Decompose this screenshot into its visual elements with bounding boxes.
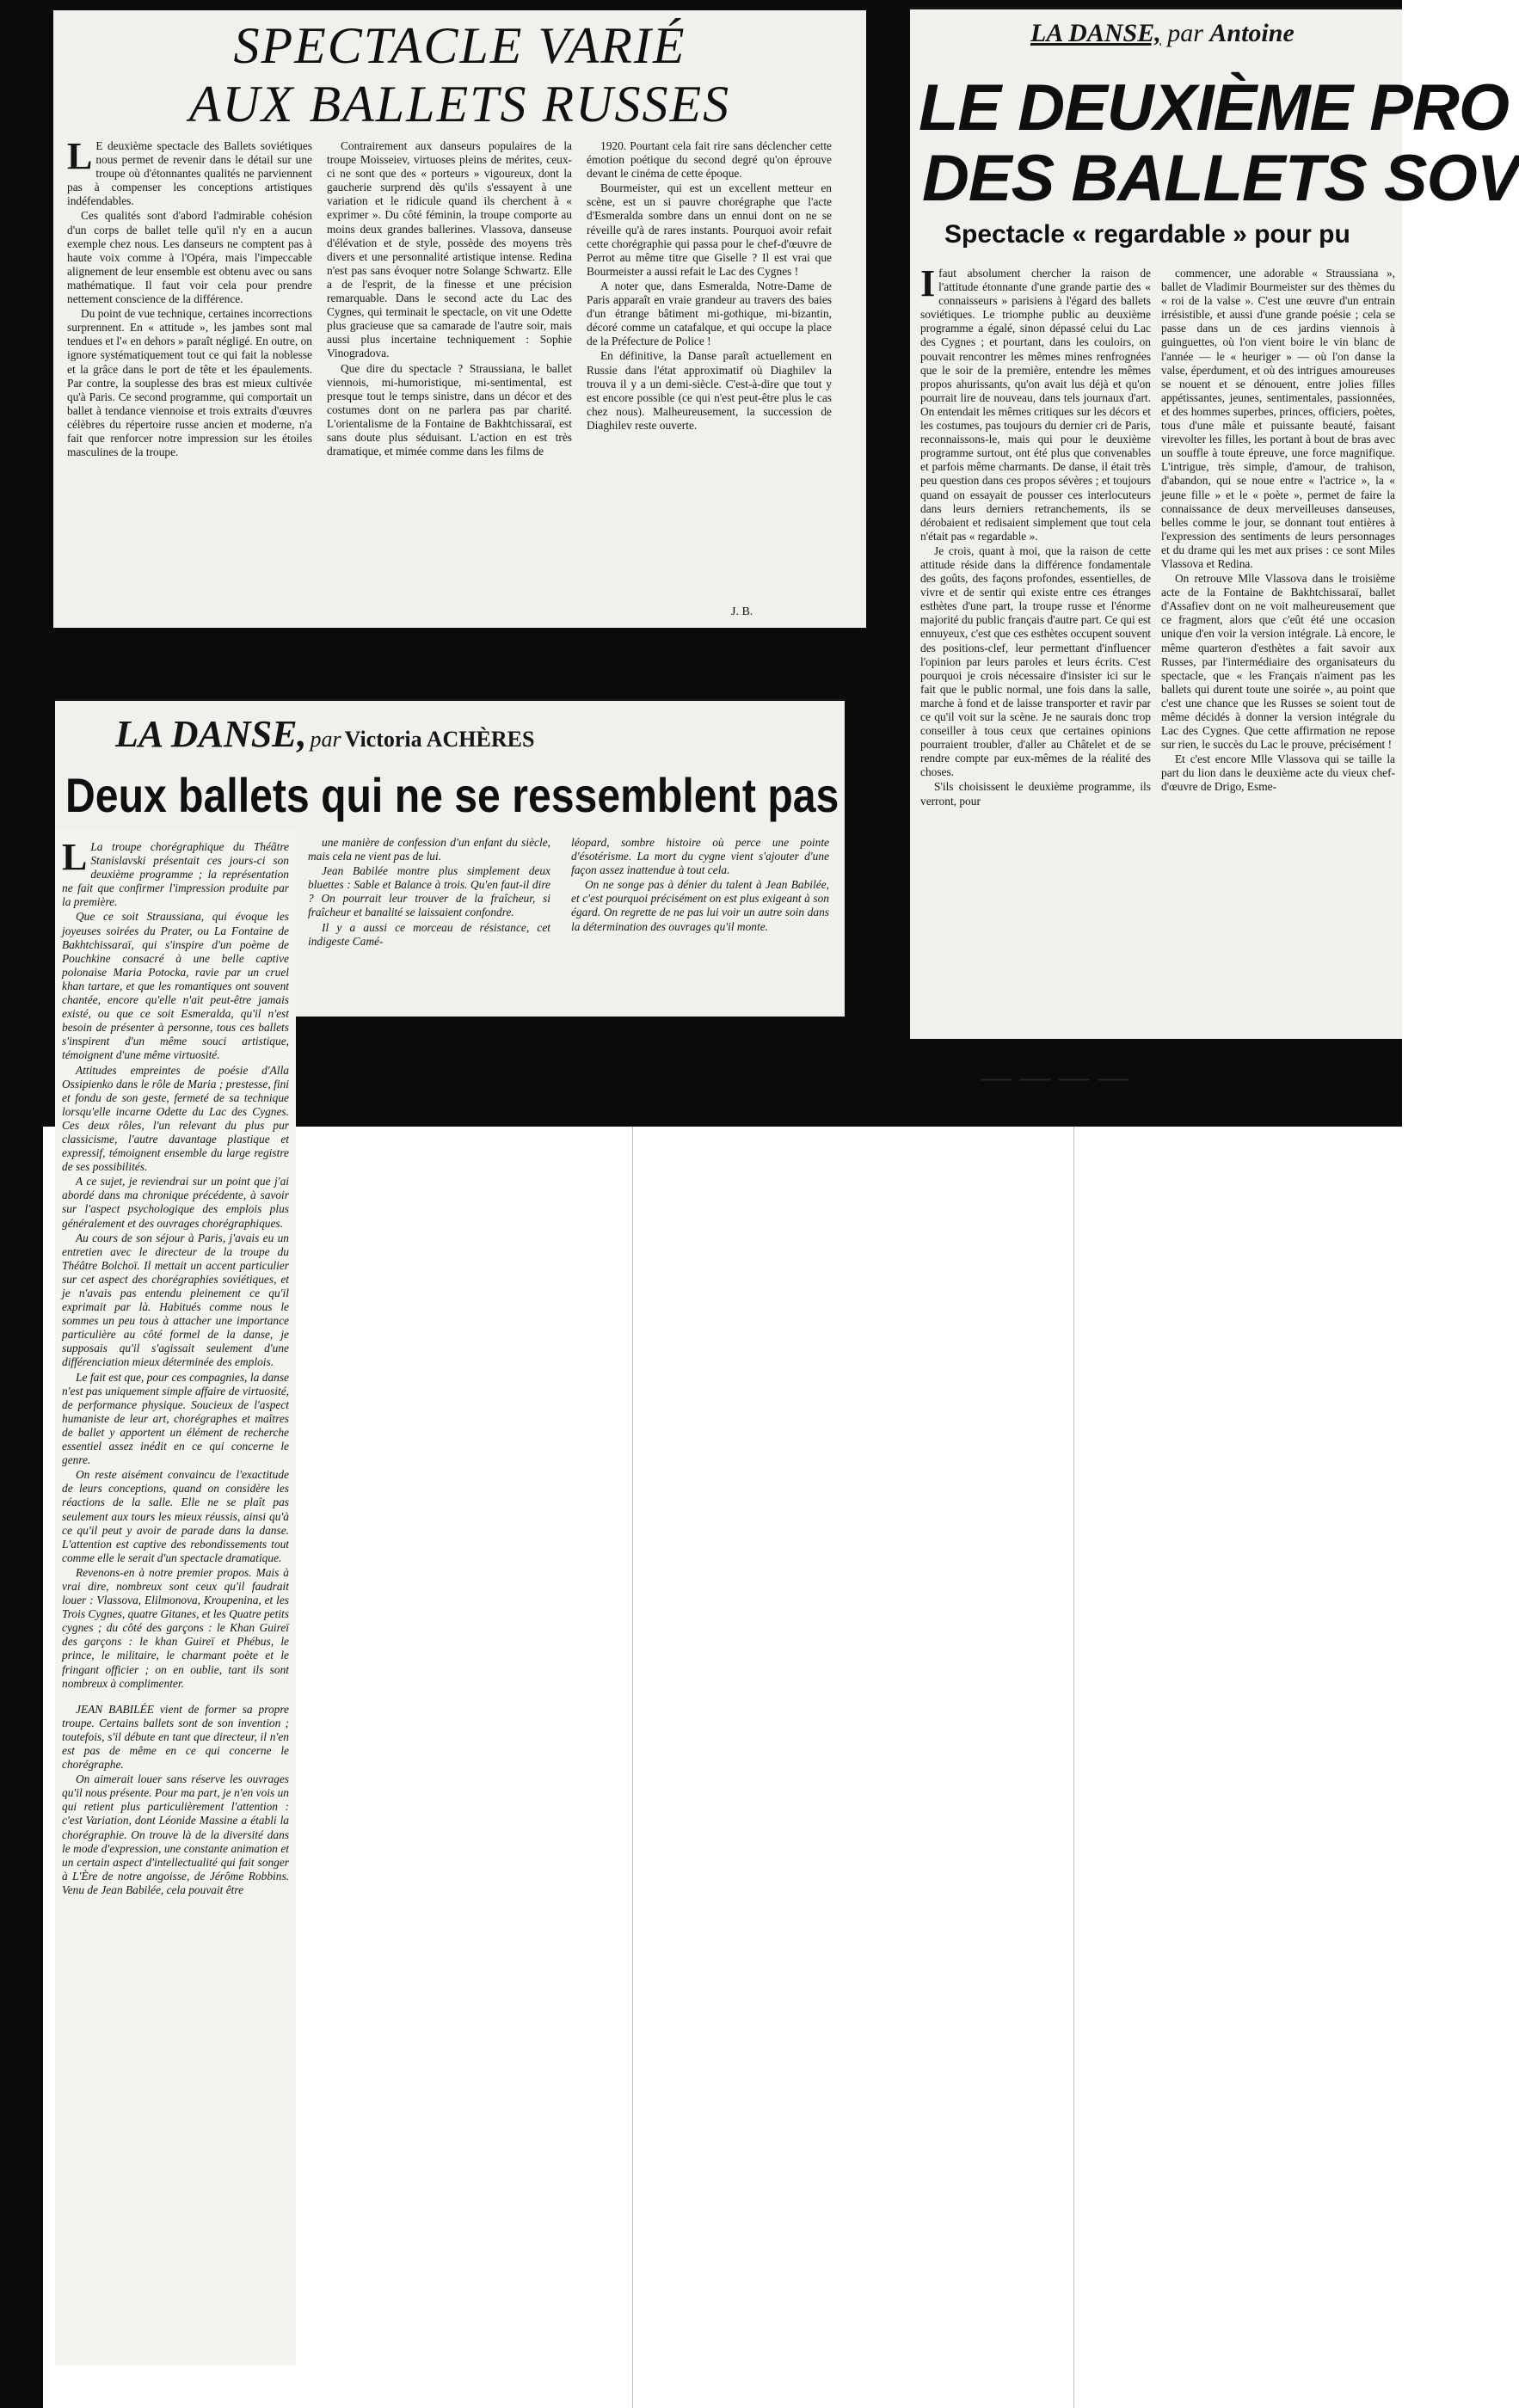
clip2-rubric-by: par — [1167, 19, 1203, 47]
clip1-col3-para: Bourmeister, qui est un excellent metteur en scène, est un si pauvre chorégraphe que l'acte d'Esmeralda sombre dans un ennui dont on ne se réveille qu'à de rares instants. Pourquoi avoir refait cette chorégraphie qui passa pour le chef-d'œuvre de Perrot au même titre que Giselle ? Il est vrai que Bourmeister a aussi refait le Lac des Cygnes ! — [587, 181, 832, 278]
clip2-headline-line2: DES BALLETS SOV — [922, 142, 1519, 215]
clip2-col2-para: On retrouve Mlle Vlassova dans le troisième acte de la Fontaine de Bakhtchissaraï, ballet d'Assafiev dont on ne voit malheureusement que ce fragment, alors que c'eût été une occasion unique d'en voir la version intégrale. Là encore, le même quarteron d'esthètes a fait savoir aux Russes, par l'intermédiaire des organisateurs du spectacle, que « les Français n'aiment pas les ballets qui durent toute une soirée », au point que c'est une chance que les Russes se soient tout de même décidés à donner la version intégrale du Lac des Cygnes. Que cette affirmation ne repose sur rien, le succès du Lac le prouve, précisément ! — [1161, 572, 1395, 752]
clip1-col1-para: E deuxième spectacle des Ballets soviétiques nous permet de revenir dans le détail sur une troupe où d'étonnantes qualités ne parviennent pas à compenser les conceptions artistiques indéfendables. — [67, 139, 312, 208]
clip1-col3-para: A noter que, dans Esmeralda, Notre-Dame de Paris apparaît en vraie grandeur au travers des baies d'un étrange bâtiment mi-gothique, mi-bizantin, décoré comme un catafalque, et qui occupe la place de la Préfecture de Police ! — [587, 279, 832, 348]
clip2-col2-para: commencer, une adorable « Straussiana », ballet de Vladimir Bourmeister sur des thèmes du « roi de la valse ». C'est une œuvre d'un entrain irrésistible, et aussi d'une grande poésie ; cela se passe dans un de ces jardins viennois à guinguettes, où l'on vient boire le vin blanc de l'année — le « heuriger » — où l'on danse la valse, éperdument, et où des intrigues amoureuses se nouent et se dénouent, entre jolies filles appétissantes, jeunes, sentimentales, passionnées, et des hommes superbes, princes, officiers, poètes, tous d'une mâle et puissante beauté, faisant virevolter les filles, les portant à bout de bras avec un souffle à toute épreuve, une force magnifique. L'intrigue, très simple, d'amour, de trahison, d'abandon, qui se noue entre « l'actrice », la « jeune fille » et le « poète », permet de faire la connaissance de deux merveilleuses danseuses, belles comme le jour, se donnant tout entières à l'expression des sentiments de leurs personnages et du drame qui les met aux prises : ce sont Miles Vlassova et Redina. — [1161, 267, 1395, 570]
clip3-col1-para: A ce sujet, je reviendrai sur un point que j'ai abordé dans ma chronique précédente, à savoir sur l'aspect psychologique des emplois plus généralement et des ouvrages chorégraphiques. — [62, 1175, 289, 1230]
clip3-col3-para: léopard, sombre histoire où perce une pointe d'ésotérisme. La mort du cygne vient s'ajouter d'une façon assez inattendue à tout cela. — [571, 836, 829, 877]
clip3-col2-para: une manière de confession d'un enfant du siècle, mais cela ne vient pas de lui. — [308, 836, 550, 863]
clip1-headline-line2: AUX BALLETS RUSSES — [188, 76, 731, 132]
clip3-col1-para: La troupe chorégraphique du Théâtre Stanislavski présentait ces jours-ci son deuxième programme ; la représentation ne fait que confirmer l'impression produite par la première. — [62, 840, 289, 909]
page-crease-line — [1073, 1127, 1074, 2408]
clip2-col1-para: faut absolument chercher la raison de l'attitude étonnante d'une grande partie des « connaisseurs » parisiens à l'égard des ballets soviétiques. Le triomphe public au deuxième programme a égalé, sinon dépassé celui du Lac des Cygnes ; et pourtant, dans les couloirs, on pouvait rencontrer les mêmes mines renfrognées que le soir de la première, entendre les mêmes propos ahurissants, qu'on avait lus déjà et qu'on pourrait lire de nouveau, dans tels journaux d'art. On entendait les mêmes critiques sur les décors et les costumes, pas toujours du dernier cri de Paris, reconnaissons-le, mais qui pour le deuxième programme surtout, ont été plus que convenables et parfois même charmants. De danse, il était très peu question dans ces propos sévères ; et toujours quand on essayait de pousser ces interlocuteurs dans leurs derniers retranchements, ils se dérobaient et redisaient simplement que tout cela n'était pas « regardable ». — [920, 267, 1151, 543]
clip2-rubric-name: LA DANSE, — [1030, 19, 1161, 47]
clipping-deuxieme-programme — [910, 7, 1519, 1039]
clip3-top-rule — [55, 698, 845, 701]
clip1-signature: J. B. — [731, 605, 753, 618]
clip3-rubric-name: LA DANSE, — [115, 713, 307, 755]
clip3-col1-para: JEAN BABILÉE vient de former sa propre troupe. Certains ballets sont de son invention ; toutefois, s'il débute en tant que directeur, il n'en est pas de même en ce qui concerne le chorégraphe. — [62, 1702, 289, 1772]
clip1-col1-para: Ces qualités sont d'abord l'admirable cohésion d'un corps de ballet telle qu'il n'y en a aucun exemple chez nous. Les danseurs ne comptent pas à haute voix comme à l'Opéra, mais l'impeccable alignement de leur ensemble est obtenu avec ou sans mathématique. Il faut voir cela pour prendre nettement conscience de la différence. — [67, 209, 312, 306]
clip3-col1-para: On reste aisément convaincu de l'exactitude de leurs conceptions, quand on considère les réactions de la salle. Elle ne se plaît pas seulement aux tours les mieux réussis, ainsi qu'à ce qu'il peut y avoir de parade dans la danse. L'attention est captive des rebondissements tout comme elle le serait d'un spectacle dramatique. — [62, 1468, 289, 1564]
clip3-rubric — [115, 712, 534, 756]
clip3-col1-para: Au cours de son séjour à Paris, j'avais eu un entretien avec le directeur de la troupe du Théâtre Bolchoï. Il mettait un accent particulier sur cet aspect des chorégraphies soviétiques, et je n'avais pas entendu pleinement ce qu'il exprimait par là. Habitués comme nous le sommes un peu tous à attacher une importance particulière au côté formel de la danse, je supposais qu'il s'agissait seulement d'une différenciation mieux déterminée des emplois. — [62, 1231, 289, 1369]
clip1-col2-para: Que dire du spectacle ? Straussiana, le ballet viennois, mi-humoristique, mi-sentimental, est presque tout le temps sinistre, dans un décor et des costumes dont on ne parlera pas par charité. L'orientalisme de la Fontaine de Bakhtchissaraï, est sans doute plus séduisant. L'action en est très dramatique, et mimée comme dans les films de — [327, 361, 572, 458]
clip3-column-2 — [308, 836, 550, 1017]
clip3-col1-para: Le fait est que, pour ces compagnies, la danse n'est pas uniquement simple affaire de virtuosité, de performance physique. Soucieux de l'aspect humaniste de leur art, chorégraphes et maîtres de ballet y apportent un élément de recherche essentiel assez inédit en ce qui concerne le genre. — [62, 1370, 289, 1467]
clip2-col1-para: Je crois, quant à moi, que la raison de cette attitude réside dans la différence fondamentale des goûts, des façons profondes, essentielles, de vivre et de sentir qui existe entre ces étranges esthètes d'une part, la troupe russe et l'énorme majorité du public français d'autre part. Ce qui est ennuyeux, c'est que ces esthètes occupent souvent des positions-clef, leur permettant d'influencer l'opinion par leurs paroles et leurs écrits. C'est pourquoi je crois nécessaire d'insister ici sur le fait que le public normal, une fois dans la salle, marche à fond et de laisse transporter et ravir par ce qu'il voit sur la scène. Je ne saurais donc trop conseiller à tous ceux que certaines opinions pourraient troubler, d'aller au Châtelet et de se rendre compte par eux-mêmes de la réalité des choses. — [920, 544, 1151, 779]
clip1-col1-para: Du point de vue technique, certaines incorrections surprennent. En « attitude », les jambes sont mal tendues et l'« en dehors » paraît négligé. En outre, on ignore systématiquement tout ce qui fait la noblesse et la grâce dans le port de tête et les épaulements. Par contre, la souplesse des bras est mieux cultivée qu'à Paris. Ce second programme, qui comportait un ballet à tendance viennoise et trois extraits d'œuvres célèbres du répertoire russe ancien et moderne, n'a fait que renforcer notre impression sur les étoiles masculines de la troupe. — [67, 307, 312, 459]
clip1-col3-para: 1920. Pourtant cela fait rire sans déclencher cette émotion poétique du second degré qu'on éprouve devant le cinéma de cette époque. — [587, 139, 832, 181]
clip2-rubric-author: Antoine — [1209, 19, 1295, 47]
scan-ghost-text: — — — — — [981, 1057, 1129, 1096]
clip3-col3-para: On ne songe pas à dénier du talent à Jean Babilée, et c'est pourquoi précisément on est plus exigeant à son égard. On regrette de ne pas lui voir un autre soin dans la détermination des ouvrages qu'il monte. — [571, 878, 829, 933]
clip2-col2-para: Et c'est encore Mlle Vlassova qui se taille la part du lion dans le deuxième acte du vieux chef-d'œuvre de Drigo, Esme- — [1161, 752, 1395, 794]
clip3-headline: Deux ballets qui ne se ressemblent pas — [65, 768, 839, 822]
clip2-top-rule — [910, 7, 1402, 9]
clip2-subhead: Spectacle « regardable » pour pu — [944, 220, 1350, 249]
clip2-rubric — [1030, 19, 1295, 48]
clip1-headline-line1: SPECTACLE VARIÉ — [233, 17, 686, 74]
clip3-col1-para: On aimerait louer sans réserve les ouvrages qu'il nous présente. Pour ma part, je n'en vois un qui retient plus particulièrement l'attention : c'est Variation, dont Léonide Massine a établi la chorégraphie. On trouve là de la diversité dans le mode d'expression, une constante animation et un certain aspect d'intellectualité qui fait songer à L'Ère de notre angoisse, de Jérôme Robbins. Venu de Jean Babilée, cela pouvait être — [62, 1772, 289, 1896]
clip2-column-1 — [920, 262, 1151, 1032]
clip3-rubric-by: par — [310, 727, 341, 752]
scan-background-left-strip — [0, 920, 43, 2408]
clipping-spectacle-varie — [53, 10, 866, 628]
clip2-headline-line1: LE DEUXIÈME PRO — [919, 71, 1509, 144]
page-crease-line — [632, 1127, 633, 2408]
clip3-dropcap: L — [62, 836, 88, 878]
clip3-col1-para: Que ce soit Straussiana, qui évoque les joyeuses soirées du Prater, ou La Fontaine de Bakhtchissaraï, qui s'inspire d'un poème de Pouchkine consacré à une belle captive polonaise Maria Potocka, ravie par un cruel khan tartare, et que les romantiques ont souvent chantée, encore qu'elle n'ait peut-être jamais existé, ou que ce soit Esmeralda, qu'il n'est besoin de présenter à personne, tous ces ballets s'inspirent d'un même souci artistique, témoignent d'une même virtuosité. — [62, 910, 289, 1062]
clip3-rubric-author: Victoria ACHÈRES — [344, 727, 535, 752]
clip3-col1-para: Revenons-en à notre premier propos. Mais à vrai dire, nombreux sont ceux qu'il faudrait louer : Vlassova, Elilmonova, Kroupenina, et les Trois Cygnes, quatre Gitanes, et les Quatre petits cygnes ; du côté des garçons : le Khan Guireï des garçons : le khan Guireï et Phébus, le prince, le militaire, le charmant poète et le fringant officier ; on en oublie, tant ils sont nombreux à complimenter. — [62, 1565, 289, 1690]
clip1-col3-para: En définitive, la Danse paraît actuellement en Russie dans l'état approximatif où Diaghilev la trouva il y a un demi-siècle. C'est-à-dire que tout y est encore possible (ce qui n'est peut-être plus le cas chez nous). Malheureusement, la succession de Diaghilev reste ouverte. — [587, 349, 832, 432]
clip3-column-3 — [571, 836, 829, 1017]
clip1-dropcap: L — [67, 135, 93, 177]
clip1-column-2 — [327, 139, 572, 621]
clip1-column-1 — [67, 135, 312, 621]
clip3-col2-para: Il y a aussi ce morceau de résistance, cet indigeste Camé- — [308, 920, 550, 948]
clip3-col2-para: Jean Babilée montre plus simplement deux bluettes : Sable et Balance à trois. Qu'en faut-il dire ? On pourrait leur trouver de la fraîcheur, si fraîcheur et banalité se laissaient confondre. — [308, 864, 550, 919]
clip1-column-3 — [587, 139, 832, 604]
clip2-dropcap: I — [920, 262, 936, 304]
clip3-column-1 — [62, 836, 289, 2362]
clip2-column-2 — [1161, 267, 1395, 1032]
clipping-deux-ballets-long-column — [55, 830, 296, 2365]
clip1-col2-para: Contrairement aux danseurs populaires de la troupe Moisseiev, virtuoses pleins de mérites, ceux-ci ne sont que des « porteurs » vigoureux, dont la gaucherie surprend dès qu'ils s'essayent à une variation et le ridicule quand ils cherchent à « exprimer ». Du côté féminin, la troupe comporte au moins deux grandes ballerines. Vlassova, danseuse d'élévation et de style, possède des moyens très divers et une personnalité artistique intense. Redina n'est pas sans évoquer notre Solange Schwartz. Elle a de l'esprit, de la finesse et une précision remarquable. Dans le second acte du Lac des Cygnes, qui terminait le spectacle, on vit une Odette plus gracieuse que sa camarade de l'autre soir, mais aussi plus incertaine techniquement : Sophie Vinogradova. — [327, 139, 572, 360]
clip3-col1-para: Attitudes empreintes de poésie d'Alla Ossipienko dans le rôle de Maria ; prestesse, fini et fondu de son geste, fermeté de sa technique lorsqu'elle incarne Odette du Lac des Cygnes. Ces deux rôles, l'un relevant du plus pur classicisme, l'autre davantage plastique et expressif, témoignent ensemble du large registre de ses possibilités. — [62, 1063, 289, 1174]
clip2-col1-para: S'ils choisissent le deuxième programme, ils verront, pour — [920, 780, 1151, 808]
